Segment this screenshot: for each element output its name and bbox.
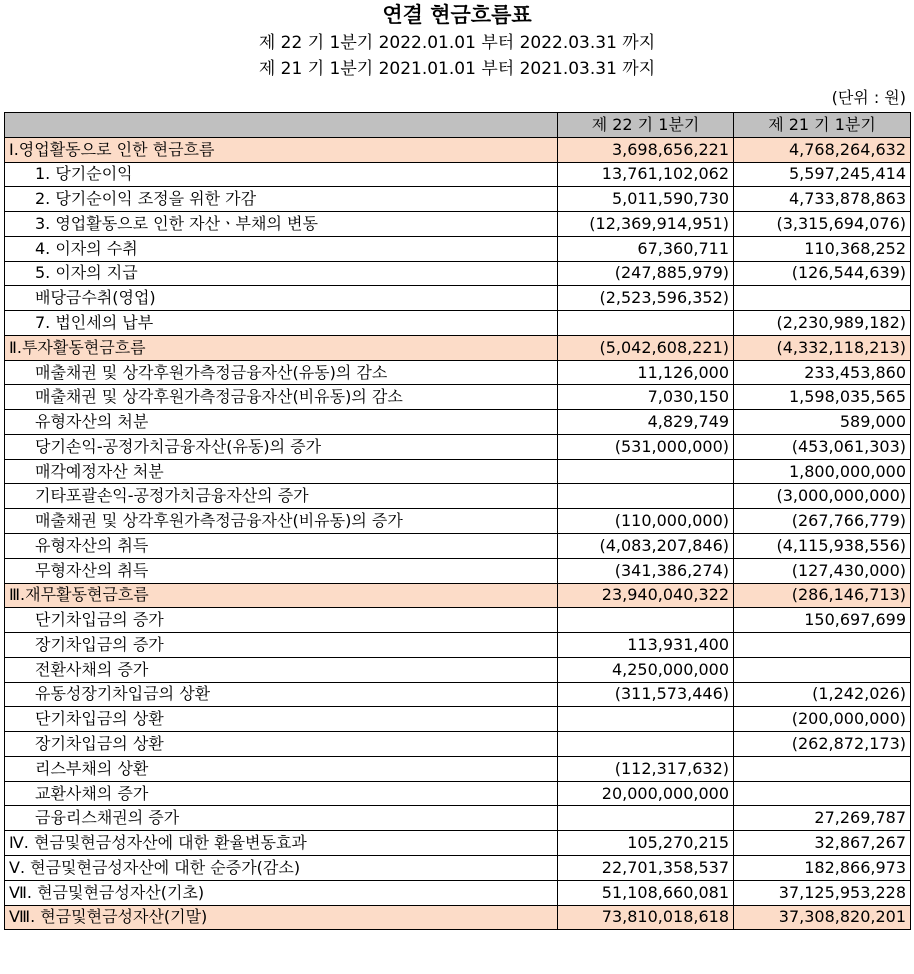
prior-period-amount: (200,000,000) (734, 707, 911, 732)
prior-period-amount: 233,453,860 (734, 360, 911, 385)
prior-period-amount: (1,242,026) (734, 682, 911, 707)
row-label: 7. 법인세의 납부 (5, 311, 558, 336)
row-label: 1. 당기순이익 (5, 162, 558, 187)
row-label: 당기손익-공정가치금융자산(유동)의 증가 (5, 434, 558, 459)
table-body (5, 137, 911, 930)
prior-period-amount: (126,544,639) (734, 261, 911, 286)
table-row (5, 311, 911, 336)
prior-period-amount: (453,061,303) (734, 434, 911, 459)
table-row (5, 484, 911, 509)
current-period-amount: (112,317,632) (558, 756, 734, 781)
prior-period-amount: 37,308,820,201 (734, 905, 911, 930)
current-period-amount: 73,810,018,618 (558, 905, 734, 930)
row-label: 매출채권 및 상각후원가측정금융자산(비유동)의 증가 (5, 509, 558, 534)
prior-period-amount: (267,766,779) (734, 509, 911, 534)
prior-period-amount: (2,230,989,182) (734, 311, 911, 336)
section-row (5, 335, 911, 360)
row-label: 장기차입금의 상환 (5, 732, 558, 757)
current-period-amount: 113,931,400 (558, 633, 734, 658)
period-current-label: 제 22 기 1분기 2022.01.01 부터 2022.03.31 까지 (258, 33, 656, 53)
table-row (5, 360, 911, 385)
row-label: 3. 영업활동으로 인한 자산ㆍ부채의 변동 (5, 212, 558, 237)
period-prior-label: 제 21 기 1분기 2021.01.01 부터 2021.03.31 까지 (258, 59, 656, 79)
header-current-period: 제 22 기 1분기 (558, 113, 734, 138)
prior-period-amount: 110,368,252 (734, 236, 911, 261)
current-period-amount: 51,108,660,081 (558, 880, 734, 905)
prior-period-amount: 37,125,953,228 (734, 880, 911, 905)
current-period-amount: 11,126,000 (558, 360, 734, 385)
current-period-amount: (5,042,608,221) (558, 335, 734, 360)
row-label: 2. 당기순이익 조정을 위한 가감 (5, 187, 558, 212)
table-row (5, 756, 911, 781)
prior-period-amount: (286,146,713) (734, 583, 911, 608)
statement-title: 연결 현금흐름표 (382, 3, 532, 27)
prior-period-amount: 4,733,878,863 (734, 187, 911, 212)
current-period-amount (558, 484, 734, 509)
prior-period-amount: 1,598,035,565 (734, 385, 911, 410)
current-period-amount: 7,030,150 (558, 385, 734, 410)
current-period-amount (558, 311, 734, 336)
row-label: 단기차입금의 증가 (5, 608, 558, 633)
prior-period-amount (734, 657, 911, 682)
prior-period-amount: 150,697,699 (734, 608, 911, 633)
current-period-amount (558, 608, 734, 633)
prior-period-amount: (4,115,938,556) (734, 534, 911, 559)
current-period-amount: (311,573,446) (558, 682, 734, 707)
current-period-amount: 4,250,000,000 (558, 657, 734, 682)
row-label: Ⅴ. 현금및현금성자산에 대한 순증가(감소) (5, 855, 558, 880)
current-period-amount: 13,761,102,062 (558, 162, 734, 187)
row-label: Ⅲ.재무활동현금흐름 (5, 583, 558, 608)
row-label: 전환사채의 증가 (5, 657, 558, 682)
header-label-column (5, 113, 558, 138)
current-period-amount (558, 707, 734, 732)
current-period-amount: (4,083,207,846) (558, 534, 734, 559)
current-period-amount (558, 806, 734, 831)
row-label: 유형자산의 취득 (5, 534, 558, 559)
row-label: 장기차입금의 증가 (5, 633, 558, 658)
prior-period-amount: (4,332,118,213) (734, 335, 911, 360)
row-label: 유형자산의 처분 (5, 410, 558, 435)
current-period-amount: (531,000,000) (558, 434, 734, 459)
prior-period-amount: (3,000,000,000) (734, 484, 911, 509)
current-period-amount: 23,940,040,322 (558, 583, 734, 608)
row-label: 단기차입금의 상환 (5, 707, 558, 732)
table-header-row (5, 113, 911, 138)
row-label: Ⅱ.투자활동현금흐름 (5, 335, 558, 360)
current-period-amount (558, 459, 734, 484)
current-period-amount: (247,885,979) (558, 261, 734, 286)
table-row (5, 781, 911, 806)
row-label: 금융리스채권의 증가 (5, 806, 558, 831)
current-period-amount: 4,829,749 (558, 410, 734, 435)
current-period-amount: 67,360,711 (558, 236, 734, 261)
row-label: 리스부채의 상환 (5, 756, 558, 781)
table-row (5, 707, 911, 732)
row-label: Ⅰ.영업활동으로 인한 현금흐름 (5, 137, 558, 162)
table-row (5, 657, 911, 682)
prior-period-amount: 5,597,245,414 (734, 162, 911, 187)
section-row (5, 905, 911, 930)
prior-period-amount: 27,269,787 (734, 806, 911, 831)
section-row (5, 583, 911, 608)
current-period-amount: 22,701,358,537 (558, 855, 734, 880)
row-label: 유동성장기차입금의 상환 (5, 682, 558, 707)
row-label: Ⅳ. 현금및현금성자산에 대한 환율변동효과 (5, 831, 558, 856)
table-row (5, 806, 911, 831)
prior-period-amount: 1,800,000,000 (734, 459, 911, 484)
row-label: 기타포괄손익-공정가치금융자산의 증가 (5, 484, 558, 509)
unit-label: (단위 : 원) (831, 88, 906, 107)
table-row (5, 212, 911, 237)
current-period-amount: 5,011,590,730 (558, 187, 734, 212)
table-row (5, 880, 911, 905)
row-label: 배당금수취(영업) (5, 286, 558, 311)
table-row (5, 509, 911, 534)
current-period-amount: (341,386,274) (558, 558, 734, 583)
current-period-amount (558, 732, 734, 757)
row-label: 매각예정자산 처분 (5, 459, 558, 484)
table-row (5, 558, 911, 583)
table-row (5, 187, 911, 212)
row-label: 5. 이자의 지급 (5, 261, 558, 286)
table-row (5, 286, 911, 311)
current-period-amount: (2,523,596,352) (558, 286, 734, 311)
prior-period-amount: 182,866,973 (734, 855, 911, 880)
section-row (5, 137, 911, 162)
table-row (5, 608, 911, 633)
table-row (5, 855, 911, 880)
row-label: 4. 이자의 수취 (5, 236, 558, 261)
prior-period-amount: 589,000 (734, 410, 911, 435)
current-period-amount: 3,698,656,221 (558, 137, 734, 162)
row-label: Ⅶ. 현금및현금성자산(기초) (5, 880, 558, 905)
table-row (5, 534, 911, 559)
table-row (5, 831, 911, 856)
table-row (5, 459, 911, 484)
prior-period-amount (734, 286, 911, 311)
table-row (5, 236, 911, 261)
table-row (5, 162, 911, 187)
prior-period-amount: (127,430,000) (734, 558, 911, 583)
row-label: 교환사채의 증가 (5, 781, 558, 806)
table-row (5, 682, 911, 707)
row-label: 무형자산의 취득 (5, 558, 558, 583)
table-row (5, 261, 911, 286)
current-period-amount: 20,000,000,000 (558, 781, 734, 806)
cash-flow-table (4, 112, 911, 930)
prior-period-amount: 4,768,264,632 (734, 137, 911, 162)
prior-period-amount (734, 781, 911, 806)
prior-period-amount: 32,867,267 (734, 831, 911, 856)
header-prior-period: 제 21 기 1분기 (734, 113, 911, 138)
current-period-amount: 105,270,215 (558, 831, 734, 856)
table-row (5, 434, 911, 459)
prior-period-amount: (3,315,694,076) (734, 212, 911, 237)
row-label: 매출채권 및 상각후원가측정금융자산(비유동)의 감소 (5, 385, 558, 410)
row-label: Ⅷ. 현금및현금성자산(기말) (5, 905, 558, 930)
table-row (5, 410, 911, 435)
current-period-amount: (110,000,000) (558, 509, 734, 534)
table-row (5, 633, 911, 658)
row-label: 매출채권 및 상각후원가측정금융자산(유동)의 감소 (5, 360, 558, 385)
prior-period-amount (734, 633, 911, 658)
table-row (5, 385, 911, 410)
prior-period-amount (734, 756, 911, 781)
current-period-amount: (12,369,914,951) (558, 212, 734, 237)
table-row (5, 732, 911, 757)
prior-period-amount: (262,872,173) (734, 732, 911, 757)
